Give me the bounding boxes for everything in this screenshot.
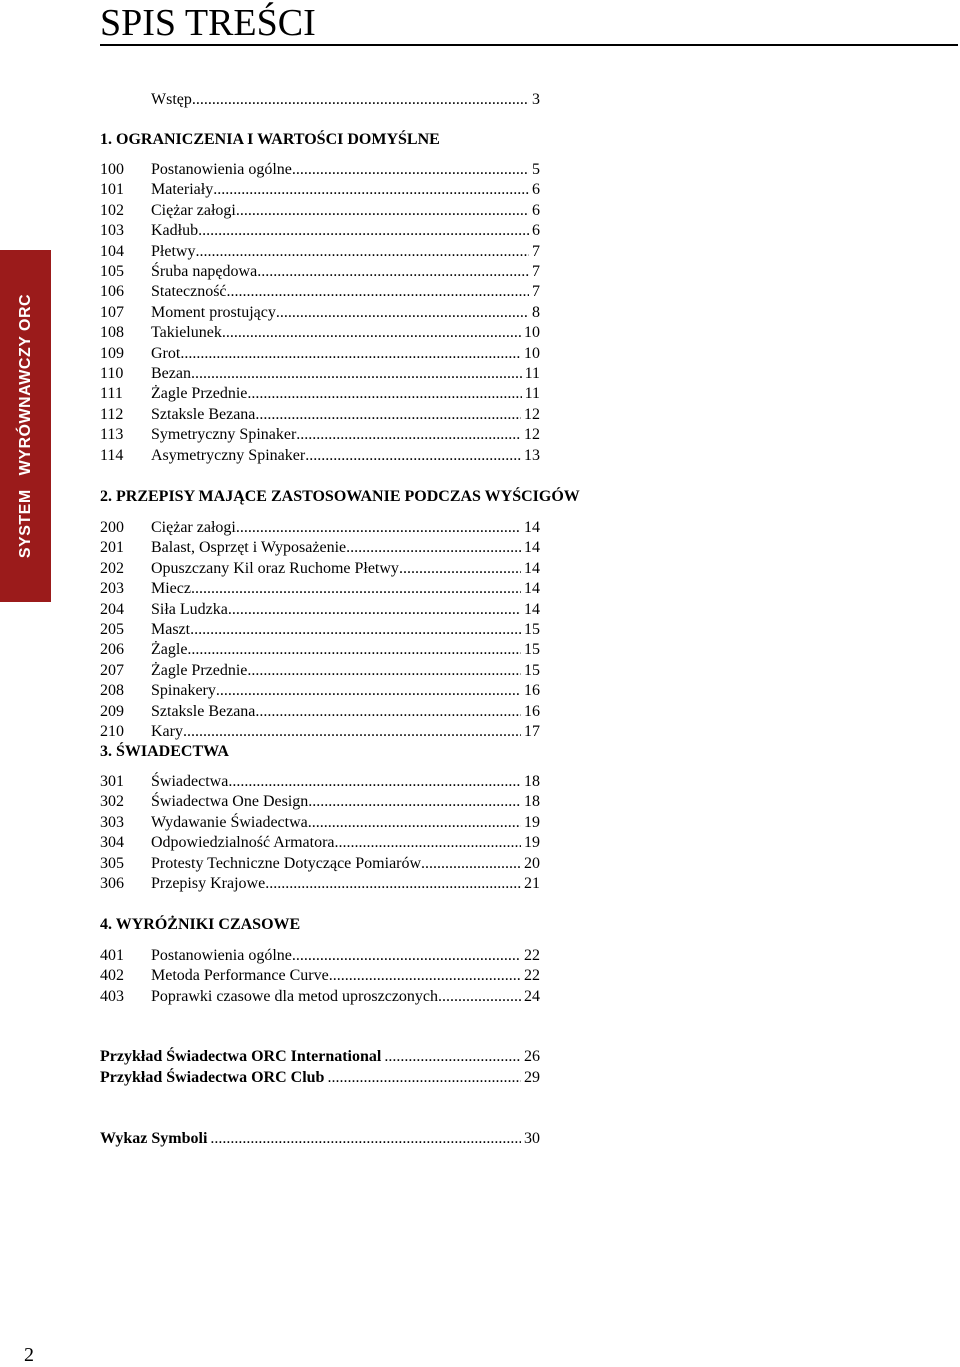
toc-entry-page: 12 [524, 405, 540, 423]
leader-dots [399, 559, 521, 579]
toc-entry-page: 18 [524, 773, 540, 790]
sidebar-word-orc: WYRÓWNAWCZY ORC [17, 293, 34, 476]
leader-dots [236, 201, 529, 221]
toc-entry-label: Opuszczany Kil oraz Ruchome Płetwy [151, 559, 399, 577]
toc-entry-label: Wydawanie Świadectwa [151, 813, 308, 831]
toc-entry-number: 108 [100, 324, 124, 342]
title-rule [100, 44, 958, 46]
leader-dots [324, 1068, 521, 1088]
toc-entry-page: 16 [524, 682, 540, 700]
toc-entry-page: 26 [524, 1048, 540, 1065]
toc-entry-number: 114 [100, 446, 124, 464]
leader-dots [292, 946, 521, 966]
leader-dots [247, 384, 521, 404]
toc-entry-page: 30 [524, 1130, 540, 1147]
leader-dots [236, 518, 521, 538]
leader-dots [381, 1047, 521, 1067]
toc-entry-page: 14 [524, 600, 540, 618]
toc-entry-page: 14 [524, 580, 540, 598]
toc-entry-number: 303 [100, 813, 124, 831]
toc-entry-number: 109 [100, 344, 124, 362]
toc-entry-number: 402 [100, 967, 124, 985]
toc-entry-page: 11 [524, 365, 540, 382]
leader-dots [228, 600, 521, 620]
section-3-heading: 3. ŚWIADECTWA [100, 743, 229, 760]
toc-entry-page: 15 [524, 641, 540, 659]
toc-entry-number: 101 [100, 181, 124, 199]
page-title: SPIS TREŚCI [100, 2, 316, 44]
toc-entry-page: 14 [524, 559, 540, 577]
leader-dots [213, 180, 529, 200]
toc-entry-page: 20 [524, 854, 540, 872]
toc-entry-page: 14 [524, 519, 540, 536]
toc-entry-label: Moment prostujący [151, 303, 276, 321]
toc-entry-number: 102 [100, 201, 124, 219]
toc-entry-label: Balast, Osprzęt i Wyposażenie [151, 539, 347, 557]
toc-entry-label: Grot [151, 344, 181, 362]
toc-entry-label: Bezan [151, 365, 191, 382]
toc-entry-page: 14 [524, 539, 540, 557]
toc-entry-label: Żagle Przednie [151, 385, 248, 403]
leader-dots [183, 722, 521, 742]
toc-entry-number: 210 [100, 723, 124, 740]
toc-entry-label: Przykład Świadectwa ORC International [100, 1048, 382, 1065]
toc-entry-number: 209 [100, 702, 124, 720]
leader-dots [335, 833, 522, 853]
toc-entry-label: Świadectwa One Design [151, 793, 309, 811]
toc-entry-number: 302 [100, 793, 124, 811]
toc-entry-number: 113 [100, 426, 124, 444]
toc-entry-page: 5 [532, 161, 540, 178]
toc-entry-label: Kadłub [151, 222, 199, 240]
toc-entry-page: 7 [532, 242, 540, 260]
section-4-heading: 4. WYRÓŻNIKI CZASOWE [100, 916, 301, 933]
sidebar-word-system: SYSTEM [17, 489, 34, 559]
toc-entry-page: 7 [532, 263, 540, 280]
toc-entry-page: 17 [524, 723, 540, 740]
toc-entry-label: Ciężar załogi [151, 201, 236, 219]
toc-entry-label: Odpowiedzialność Armatora [151, 834, 335, 852]
toc-entry-page: 10 [524, 324, 540, 342]
appendix-entry-club[interactable] [100, 1068, 540, 1088]
leader-dots [216, 681, 521, 701]
leader-dots [255, 702, 521, 722]
toc-entry-page: 15 [524, 661, 540, 679]
leader-dots [255, 405, 521, 425]
toc-entry-number: 107 [100, 303, 124, 321]
toc-entry-number: 105 [100, 263, 124, 280]
toc-entry-label: Metoda Performance Curve [151, 967, 329, 985]
toc-entry-page: 22 [524, 947, 540, 964]
toc-entry-label: Przykład Świadectwa ORC Club [100, 1069, 325, 1086]
toc-entry-number: 200 [100, 519, 124, 536]
toc-entry-number: 403 [100, 987, 124, 1005]
toc-entry-label: Postanowienia ogólne [151, 161, 292, 178]
toc-entry-label: Maszt [151, 621, 191, 638]
toc-entry-number: 401 [100, 947, 124, 964]
toc-entry-number: 206 [100, 641, 124, 659]
sidebar-label [17, 294, 35, 558]
toc-entry-label: Żagle Przednie [151, 661, 248, 679]
section-2-heading: 2. PRZEPISY MAJĄCE ZASTOSOWANIE PODCZAS WYŚCIGÓW [100, 488, 580, 505]
leader-dots [207, 1129, 521, 1149]
toc-entry-page: 15 [524, 621, 540, 638]
leader-dots [265, 874, 521, 894]
toc-entry-number: 110 [100, 365, 124, 382]
toc-entry-label: Symetryczny Spinaker [151, 426, 297, 444]
toc-entry-label: Wstęp [151, 91, 192, 108]
toc-entry-page: 11 [524, 385, 540, 403]
toc-entry-number: 112 [100, 405, 124, 423]
leader-dots [308, 813, 521, 833]
toc-entry-number: 204 [100, 600, 124, 618]
toc-entry-label: Postanowienia ogólne [151, 947, 292, 964]
leader-dots [257, 262, 529, 282]
toc-entry-page: 19 [524, 834, 540, 852]
toc-entry-page: 7 [532, 283, 540, 301]
toc-entry-label: Kary [151, 723, 183, 740]
leader-dots [191, 364, 522, 384]
leader-dots [292, 160, 529, 180]
leader-dots [346, 538, 521, 558]
leader-dots [305, 446, 521, 466]
leader-dots [247, 661, 521, 681]
leader-dots [276, 303, 529, 323]
toc-entry-page: 12 [524, 426, 540, 444]
page-number: 2 [24, 1344, 34, 1366]
leader-dots [308, 792, 521, 812]
leader-dots [296, 425, 521, 445]
toc-entry-number: 111 [100, 385, 123, 403]
toc-entry-label: Poprawki czasowe dla metod uproszczonych [151, 987, 439, 1005]
toc-entry-label: Żagle [151, 641, 188, 659]
toc-entry-number: 103 [100, 222, 124, 240]
toc-entry-page: 6 [532, 222, 540, 240]
leader-dots [187, 640, 521, 660]
toc-entry-page: 13 [524, 446, 540, 464]
toc-entry-label: Przepisy Krajowe [151, 875, 266, 892]
toc-entry-label: Asymetryczny Spinaker [151, 446, 306, 464]
toc-entry-label: Ciężar załogi [151, 519, 236, 536]
toc-entry-page: 6 [532, 201, 540, 219]
toc-entry-number: 203 [100, 580, 124, 598]
leader-dots [198, 221, 529, 241]
leader-dots [195, 242, 529, 262]
toc-entry-label: Sztaksle Bezana [151, 405, 256, 423]
toc-entry-page: 3 [532, 91, 540, 108]
toc-entry-label: Wykaz Symboli [100, 1130, 208, 1147]
toc-entry-number: 208 [100, 682, 124, 700]
toc-entry-label: Materiały [151, 181, 214, 199]
toc-entry-page: 10 [524, 344, 540, 362]
toc-entry-page: 18 [524, 793, 540, 811]
leader-dots [329, 966, 521, 986]
toc-entry-number: 207 [100, 661, 124, 679]
leader-dots [180, 344, 521, 364]
toc-entry-page: 19 [524, 813, 540, 831]
toc-entry-label: Śruba napędowa [151, 263, 258, 280]
leader-dots [228, 772, 521, 792]
toc-entry-number: 201 [100, 539, 124, 557]
toc-entry-number: 202 [100, 559, 124, 577]
symbols-entry[interactable] [100, 1129, 540, 1149]
leader-dots [222, 323, 521, 343]
toc-entry-number: 305 [100, 854, 124, 872]
leader-dots [438, 987, 521, 1007]
toc-entry-page: 16 [524, 702, 540, 720]
toc-entry-label: Płetwy [151, 242, 196, 260]
toc-entry-number: 104 [100, 242, 124, 260]
toc-entry-number: 306 [100, 875, 124, 892]
section-1-heading: 1. OGRANICZENIA I WARTOŚCI DOMYŚLNE [100, 131, 440, 148]
toc-entry-page: 29 [524, 1069, 540, 1086]
toc-entry-label: Stateczność [151, 283, 227, 301]
toc-entry-page: 21 [524, 875, 540, 892]
toc-entry-label: Sztaksle Bezana [151, 702, 256, 720]
leader-dots [227, 282, 529, 302]
toc-entry-label: Świadectwa [151, 773, 229, 790]
toc-entry-page: 22 [524, 967, 540, 985]
leader-dots [192, 90, 529, 110]
toc-entry-number: 304 [100, 834, 124, 852]
toc-entry-label: Miecz [151, 580, 191, 598]
leader-dots [191, 579, 521, 599]
leader-dots [190, 620, 521, 640]
toc-entry-page: 6 [532, 181, 540, 199]
toc-entry-number: 106 [100, 283, 124, 301]
appendix-entry-international[interactable] [100, 1047, 540, 1067]
leader-dots [421, 854, 521, 874]
toc-entry-label: Siła Ludzka [151, 600, 228, 618]
toc-entry-page: 8 [532, 303, 540, 321]
toc-entry-number: 301 [100, 773, 124, 790]
toc-entry-number: 100 [100, 161, 124, 178]
toc-entry-page: 24 [524, 987, 540, 1005]
toc-entry-number: 205 [100, 621, 124, 638]
toc-entry-label: Takielunek [151, 324, 222, 342]
toc-entry-label: Protesty Techniczne Dotyczące Pomiarów [151, 854, 422, 872]
toc-entry-label: Spinakery [151, 682, 216, 700]
